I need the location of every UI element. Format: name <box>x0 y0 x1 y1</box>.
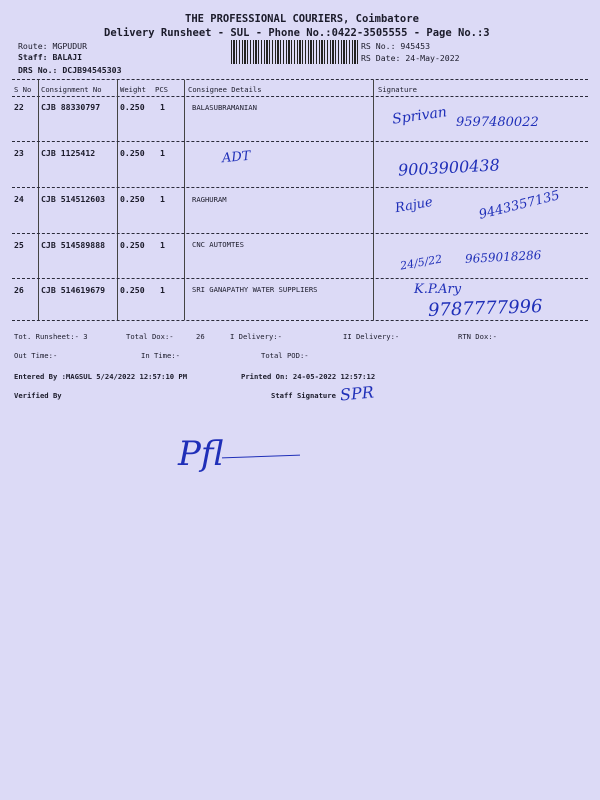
row-consignee: CNC AUTOMTES <box>192 240 244 249</box>
divider <box>12 233 588 234</box>
i-delivery: I Delivery:- <box>230 332 282 341</box>
total-dox: Total Dox:- <box>126 332 174 341</box>
row-signature-mark: K.P.Ary <box>414 282 462 297</box>
divider <box>12 96 588 97</box>
row-consignee: SRI GANAPATHY WATER SUPPLIERS <box>192 285 318 294</box>
column-line <box>38 80 39 320</box>
row-sno: 23 <box>14 148 24 158</box>
row-sno: 24 <box>14 194 24 204</box>
column-line <box>373 80 374 320</box>
staff-signature-label: Staff Signature <box>271 391 336 400</box>
company-name: THE PROFESSIONAL COURIERS, Coimbatore <box>185 13 419 25</box>
row-signature: 9597480022 <box>456 115 539 130</box>
total-pod: Total POD:- <box>261 351 309 360</box>
row-pcs: 1 <box>160 102 165 112</box>
row-weight: 0.250 <box>120 285 145 295</box>
col-signature: Signature <box>378 85 417 94</box>
verifier-signature: Pfl <box>178 434 224 474</box>
divider <box>12 79 588 80</box>
row-annotation: ADT <box>221 148 252 167</box>
runsheet-subtitle: Delivery Runsheet - SUL - Phone No.:0422-3505555 - Page No.:3 <box>104 27 490 39</box>
row-consignment: CJB 514512603 <box>41 194 106 204</box>
col-weight: Weight <box>120 85 146 94</box>
tot-runsheet: Tot. Runsheet:- 3 <box>14 332 88 341</box>
row-weight: 0.250 <box>120 102 145 112</box>
verified-by: Verified By <box>14 391 62 400</box>
entered-by: Entered By :MAGSUL 5/24/2022 12:57:10 PM <box>14 372 188 381</box>
drs-number: DRS No.: DCJB94545303 <box>18 65 122 75</box>
total-dox-value: 26 <box>196 332 205 341</box>
divider <box>12 278 588 279</box>
printed-on: Printed On: 24-05-2022 12:57:12 <box>241 372 376 381</box>
row-signature: 9787777996 <box>427 296 543 321</box>
row-signature: 9659018286 <box>464 248 542 266</box>
row-sno: 25 <box>14 240 24 250</box>
out-time: Out Time:- <box>14 351 58 360</box>
divider <box>12 320 588 321</box>
col-consignee: Consignee Details <box>188 85 262 94</box>
column-line <box>117 80 118 320</box>
row-weight: 0.250 <box>120 194 145 204</box>
column-line <box>184 80 185 320</box>
row-sno: 26 <box>14 285 24 295</box>
ii-delivery: II Delivery:- <box>343 332 400 341</box>
col-consignment: Consignment No <box>41 85 102 94</box>
row-weight: 0.250 <box>120 148 145 158</box>
row-consignee: BALASUBRAMANIAN <box>192 103 257 112</box>
row-signature-mark: Rajue <box>393 194 434 217</box>
row-pcs: 1 <box>160 194 165 204</box>
row-weight: 0.250 <box>120 240 145 250</box>
rs-date: RS Date: 24-May-2022 <box>361 53 460 63</box>
row-signature: 9443357135 <box>477 188 562 223</box>
row-pcs: 1 <box>160 240 165 250</box>
col-pcs: PCS <box>155 85 168 94</box>
row-signature: 9003900438 <box>397 155 501 180</box>
staff-signature: SPR <box>339 382 375 405</box>
signature-stroke <box>222 455 300 459</box>
barcode <box>231 40 358 64</box>
row-consignment: CJB 1125412 <box>41 148 96 158</box>
divider <box>12 187 588 188</box>
row-consignee: RAGHURAM <box>192 195 227 204</box>
row-sno: 22 <box>14 102 24 112</box>
row-consignment: CJB 514619679 <box>41 285 106 295</box>
divider <box>12 141 588 142</box>
staff: Staff: BALAJI <box>18 52 83 62</box>
row-signature-mark: Sprivan <box>391 104 448 128</box>
rtn-dox: RTN Dox:- <box>458 332 497 341</box>
row-consignment: CJB 514589888 <box>41 240 106 250</box>
row-pcs: 1 <box>160 285 165 295</box>
in-time: In Time:- <box>141 351 180 360</box>
col-sno: S No <box>14 85 32 94</box>
row-signature-mark: 24/5/22 <box>399 252 444 273</box>
rs-number: RS No.: 945453 <box>361 41 431 51</box>
row-consignment: CJB 88330797 <box>41 102 101 112</box>
row-pcs: 1 <box>160 148 165 158</box>
route: Route: MGPUDUR <box>18 41 88 51</box>
